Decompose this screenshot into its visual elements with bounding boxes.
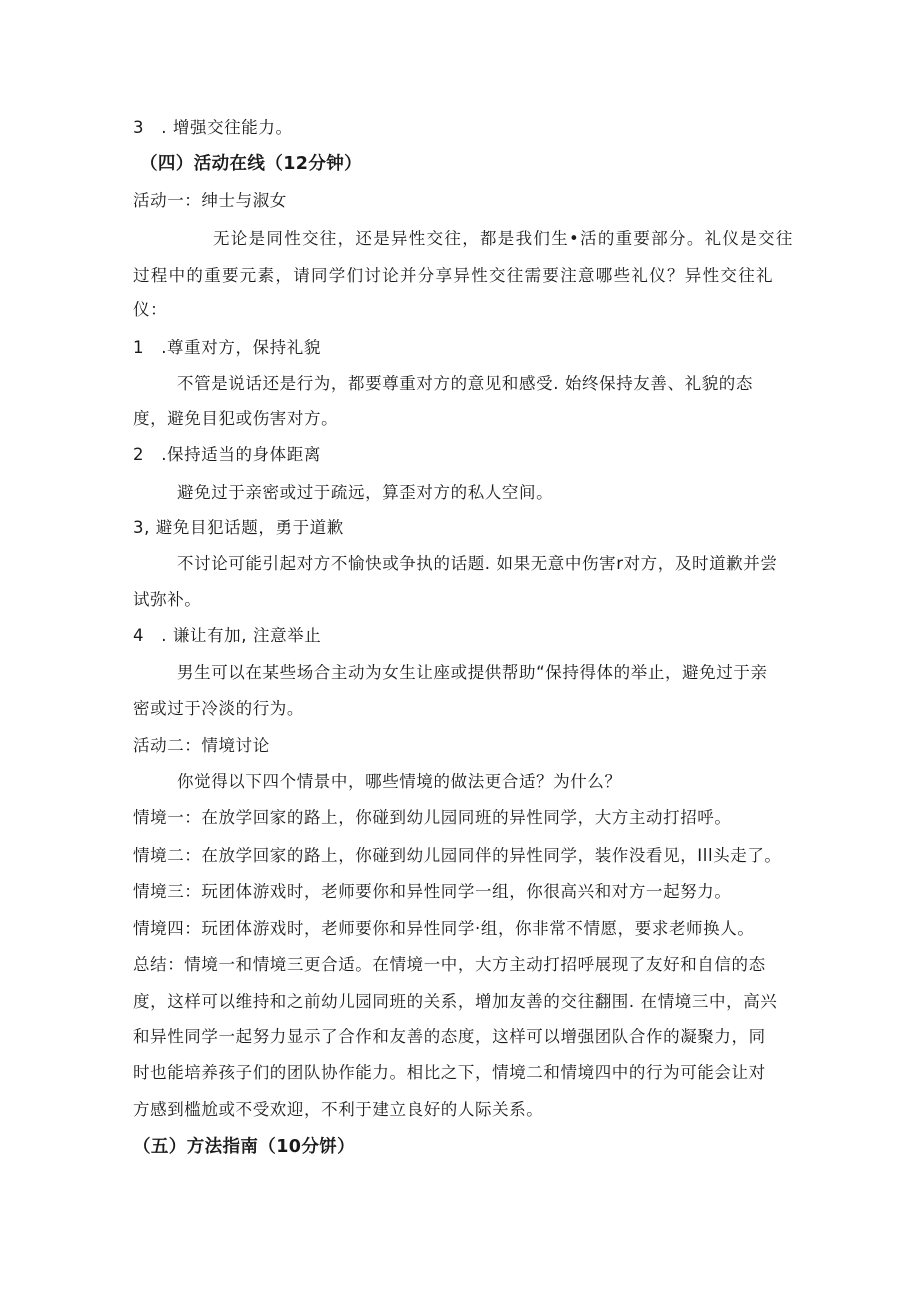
etiquette-1-title: 1 .尊重对方，保持礼貌 [133,338,321,357]
summary-line-4: 时也能培养孩子们的团队协作能力。相比之下，情境二和情境四中的行为可能会让对 [133,1063,766,1082]
scenario-1: 情境一：在放学回家的路上，你碰到幼儿园同班的异性同学，大方主动打招呼。 [133,808,732,827]
etiquette-1-body-line-1: 不管是说话还是行为，都要尊重对方的意见和感受. 始终保持友善、礼貌的态 [177,374,753,393]
etiquette-3-body-line-1: 不讨论可能引起对方不愉快或争执的话题. 如果无意中伤害r对方，及时道歉并尝 [177,554,778,573]
activity-1-intro-line-3: 仪： [133,300,168,319]
activity-1-title: 活动一：绅士与淑女 [133,191,287,210]
etiquette-4-title: 4 . 谦让有加, 注意举止 [133,626,322,645]
etiquette-3-title: 3, 避免目犯话题，勇于道歉 [133,518,344,537]
item-3-enhance-communication: 3 . 增强交往能力。 [133,118,293,137]
etiquette-2-title: 2 .保持适当的身体距离 [133,445,321,464]
activity-2-question: 你觉得以下四个情景中，哪些情境的做法更合适？为什么？ [177,772,622,791]
scenario-3: 情境三：玩团体游戏时，老师要你和异性同学一组，你很高兴和对方一起努力。 [133,882,732,901]
section-4-heading: （四）活动在线（12分钟） [140,154,363,174]
etiquette-3-body-line-2: 试弥补。 [133,590,202,609]
summary-line-5: 方感到槛尬或不受欢迎，不利于建立良好的人际关系。 [133,1100,544,1119]
section-5-heading: （五）方法指南（10分饼） [133,1137,356,1157]
etiquette-4-body-line-1: 男生可以在某些场合主动为女生让座或提供帮助“保持得体的举止，避免过于亲 [177,663,768,682]
etiquette-2-body-line-1: 避免过于亲密或过于疏远，算歪对方的私人空间。 [177,483,554,502]
etiquette-4-body-line-2: 密或过于冷淡的行为。 [133,699,304,718]
activity-1-intro-line-1: 无论是同性交往，还是异性交往，都是我们生•活的重要部分。礼仪是交往 [213,229,794,248]
etiquette-1-body-line-2: 度，避免目犯或伤害对方。 [133,409,339,428]
scenario-2: 情境二：在放学回家的路上，你碰到幼儿园同伴的异性同学，装作没看见，Ill头走了。 [133,846,782,865]
summary-line-2: 度，这样可以维持和之前幼儿园同班的关系，增加友善的交往翻围. 在情境三中，高兴 [133,992,778,1011]
activity-1-intro-line-2: 过程中的重要元素，请同学们讨论并分享异性交往需要注意哪些礼仪？异性交往礼 [133,266,774,285]
activity-2-title: 活动二：情境讨论 [133,736,270,755]
summary-line-3: 和异性同学一起努力显示了合作和友善的态度，这样可以增强团队合作的凝聚力，同 [133,1027,766,1046]
scenario-4: 情境四：玩团体游戏时，老师要你和异性同学·组，你非常不情愿，要求老师换人。 [133,919,755,938]
summary-line-1: 总结：情境一和情境三更合适。在情境一中，大方主动打招呼展现了友好和自信的态 [133,955,766,974]
